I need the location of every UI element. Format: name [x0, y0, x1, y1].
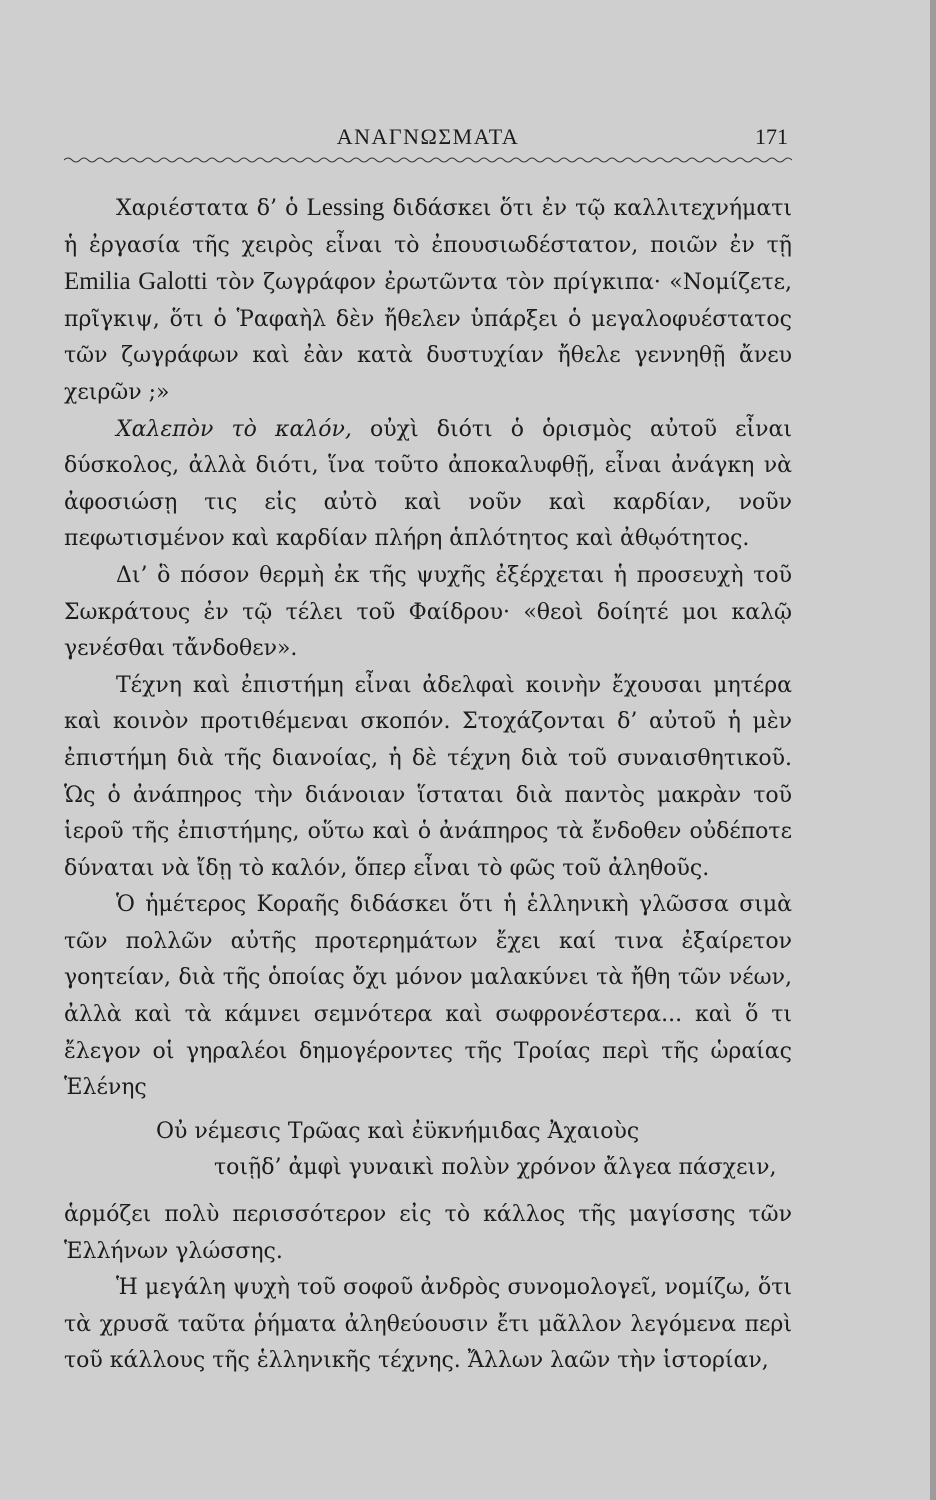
wavy-rule-line — [64, 158, 792, 162]
verse-line-1: Οὐ νέμεσις Τρῶας καὶ ἐϋκνήμιδας Ἀχαιοὺς — [156, 1118, 640, 1144]
paragraph-5: Ὁ ἡμέτερος Κοραῆς διδάσκει ὅτι ἡ ἑλληνικὴ γλῶσσα σιμὰ τῶν πολλῶν αὐτῆς προτερημάτων ἔχει καί τινα ἐξαίρετον γοητείαν, διὰ τῆς ὁποίας ὄχι μόνον μαλακύνει τὰ ἤθη τῶν νέων, ἀλλὰ καὶ τὰ κάμνει σεμνότερα καὶ σωφρονέστερα... καὶ ὅ τι ἔλεγον οἱ γηραλέοι δημογέροντες τῆς Τροίας περὶ τῆς ὡραίας Ἑλένης — [64, 892, 792, 1101]
italic-phrase: Χαλεπὸν τὸ καλόν, — [116, 416, 352, 442]
p1-text-a: Χαριέστατα δ’ ὁ — [116, 196, 307, 221]
p2-text: οὐχὶ διότι ὁ ὁρισμὸς αὐτοῦ εἶναι δύσκολος, ἀλλὰ διότι, ἵνα τοῦτο ἀποκαλυφθῇ, εἶναι ἀνάγκη νὰ ἀφοσιώσῃ τις εἰς αὐτὸ καὶ νοῦν καὶ καρδίαν, νοῦν πεφωτισμένον καὶ καρδίαν πλήρη ἁπλότητος καὶ ἀθῳότητος. — [64, 416, 792, 552]
paragraph-6: ἁρμόζει πολὺ περισσότερον εἰς τὸ κάλλος τῆς μαγίσσης τῶν Ἑλλήνων γλώσσης. — [64, 1202, 792, 1264]
page-header — [64, 124, 792, 156]
running-title: ΑΝΑΓΝΩΣΜΑΤΑ — [336, 124, 520, 149]
name-emilia-galotti: Emilia Galotti — [64, 268, 208, 296]
paragraph-2 — [64, 412, 792, 558]
paragraph-3: Δι’ ὃ πόσον θερμὴ ἐκ τῆς ψυχῆς ἐξέρχεται ἡ προσευχὴ τοῦ Σωκράτους ἐν τῷ τέλει τοῦ Φαίδρου· «θεοὶ δοίητέ μοι καλῷ γενέσθαι τἄνδοθεν». — [64, 562, 792, 662]
paragraph-7: Ἡ μεγάλη ψυχὴ τοῦ σοφοῦ ἀνδρὸς συνομολογεῖ, νομίζω, ὅτι τὰ χρυσᾶ ταῦτα ῥήματα ἀληθεύουσιν ἔτι μᾶλλον λεγόμενα περὶ τοῦ κάλλους τῆς ἑλληνικῆς τέχνης. Ἄλλων λαῶν τὴν ἱστορίαν, — [64, 1275, 792, 1374]
wavy-header-rule — [64, 156, 792, 164]
body-text — [64, 190, 792, 1380]
page-number: 171 — [755, 124, 788, 149]
p1-text-b: διδάσκει ὅτι ἐν τῷ καλλιτεχνήματι ἡ ἐργασία τῆς χειρὸς εἶναι τὸ ἐπουσιωδέστατον, ποιῶν ἐν τῇ — [64, 196, 792, 258]
p1-text-c: τὸν ζωγράφον ἐρωτῶντα τὸν πρίγκιπα· «Νομίζετε, πρῖγκιψ, ὅτι ὁ Ῥαφαὴλ δὲν ἤθελεν ὑπάρξει ὁ μεγαλοφυέστατος τῶν ζωγράφων καὶ ἐὰν κατὰ δυστυχίαν ἤθελε γεννηθῇ ἄνευ χειρῶν ;» — [64, 270, 793, 405]
verse-line-2: τοιῇδ’ ἀμφὶ γυναικὶ πολὺν χρόνον ἄλγεα πάσχειν, — [214, 1155, 777, 1181]
name-lessing: Lessing — [306, 194, 385, 221]
verse-quotation — [64, 1107, 792, 1197]
paragraph-4: Τέχνη καὶ ἐπιστήμη εἶναι ἀδελφαὶ κοινὴν ἔχουσαι μητέρα καὶ κοινὸν προτιθέμεναι σκοπόν. Στοχάζονται δ’ αὐτοῦ ἡ μὲν ἐπιστήμη διὰ τῆς διανοίας, ἡ δὲ τέχνη διὰ τοῦ συναισθητικοῦ. Ὡς ὁ ἀνάπηρος τὴν διάνοιαν ἵσταται διὰ παντὸς μακρὰν τοῦ ἱεροῦ τῆς ἐπιστήμης, οὕτω καὶ ὁ ἀνάπηρος τὰ ἔνδοθεν οὐδέποτε δύναται νὰ ἴδῃ τὸ καλόν, ὅπερ εἶναι τὸ φῶς τοῦ ἀληθοῦς. — [64, 672, 792, 881]
paragraph-1 — [64, 190, 792, 412]
